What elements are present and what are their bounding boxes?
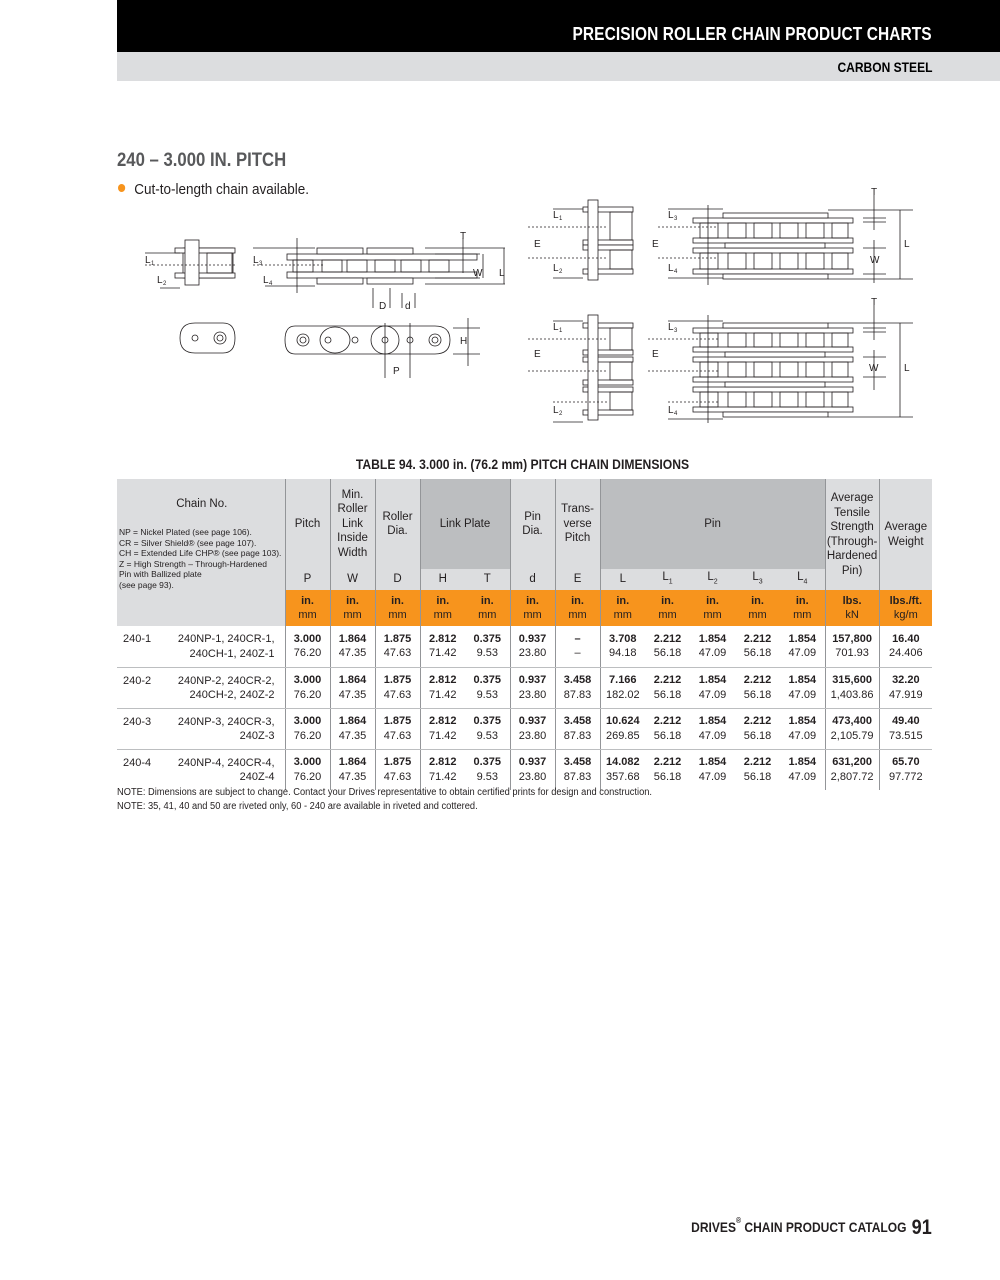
pitch-header: Pitch (285, 479, 330, 569)
page-footer (691, 1216, 932, 1240)
svg-text:2: 2 (559, 269, 563, 275)
legend-cr: CR = Silver Shield® (see page 107). (119, 537, 257, 548)
roller-dia-header: Roller Dia. (375, 479, 420, 569)
svg-text:H: H (460, 336, 468, 347)
legend-np: NP = Nickel Plated (see page 106). (119, 527, 252, 537)
svg-text:E: E (652, 239, 659, 250)
svg-text:4: 4 (674, 411, 678, 417)
bullet-text: Cut-to-length chain available. (134, 181, 310, 198)
symbol-d-roller: D (375, 569, 420, 590)
section-title: 240 – 3.000 IN. PITCH (117, 150, 287, 171)
triple-strand-diagram (528, 295, 918, 425)
svg-text:L: L (253, 255, 259, 266)
alt-chain-numbers: 240NP-2, 240CR-2, 240CH-2, 240Z-2 (177, 667, 285, 708)
units-row: in. mm in. mm in. mm in. mm in. mm in. mm in. mm in. mm in. mm in. mm in. mm in. mm lbs. kN lbs./ft. kg/m (117, 590, 932, 626)
bullet-dot-icon (118, 184, 125, 192)
svg-text:E: E (534, 239, 541, 250)
table-row: 240-4 240NP-4, 240CR-4, 240Z-4 3.000 76.20 1.864 47.35 1.875 47.63 2.812 71.42 0.375 9.53 0.937 23.80 3.458 87.83 14.082 357.68 2.212 56.18 1.854 47.09 2.212 56.18 1.854 47.09 631,200 2,807.72 65.70 97.772 (117, 749, 932, 790)
average-weight-header: Average Weight (879, 479, 932, 590)
symbol-h: H (420, 569, 465, 590)
symbol-d-pin: d (510, 569, 555, 590)
svg-text:L: L (553, 263, 559, 274)
symbol-l: L (600, 569, 645, 590)
svg-text:L: L (157, 275, 163, 286)
svg-text:d: d (405, 301, 411, 312)
svg-text:L: L (668, 322, 674, 333)
svg-text:3: 3 (259, 261, 263, 267)
chain-dimensions-table (117, 479, 932, 790)
registered-mark: ® (736, 1216, 742, 1225)
svg-text:L: L (553, 405, 559, 416)
svg-text:1: 1 (559, 216, 563, 222)
min-roller-link-header: Min. Roller Link Inside Width (330, 479, 375, 569)
svg-text:L: L (904, 239, 910, 250)
svg-text:L: L (553, 322, 559, 333)
chain-number: 240-4 (123, 756, 152, 769)
svg-text:T: T (871, 297, 878, 308)
link-plate-header: Link Plate (420, 479, 510, 569)
svg-text:2: 2 (163, 281, 167, 287)
bullet-item (118, 181, 309, 198)
svg-text:W: W (869, 363, 879, 374)
symbol-l4: $L_4$ (780, 569, 825, 590)
svg-text:T: T (460, 231, 467, 242)
pin-dia-header: Pin Dia. (510, 479, 555, 569)
footer-catalog: CHAIN PRODUCT CATALOG (741, 1219, 907, 1235)
alt-chain-numbers: 240NP-3, 240CR-3, 240Z-3 (177, 708, 285, 749)
double-strand-diagram (528, 185, 918, 290)
legend-z: Z = High Strength – Through-Hardened (119, 558, 267, 569)
chain-number: 240-1 (117, 626, 177, 667)
chain-no-header (117, 479, 285, 590)
chain-no-title: Chain No. (176, 498, 228, 510)
svg-text:E: E (652, 349, 659, 360)
tensile-strength-header: Average Tensile Strength (Through- Hardened Pin) (825, 479, 879, 590)
svg-text:L: L (145, 255, 151, 266)
symbol-w: W (330, 569, 375, 590)
svg-text:1: 1 (151, 261, 155, 267)
symbol-p: P (285, 569, 330, 590)
svg-text:E: E (534, 349, 541, 360)
table-row: 240-1 240NP-1, 240CR-1, 240CH-1, 240Z-1 3.000 76.20 1.864 47.35 1.875 47.63 2.812 71.42 0.375 9.53 0.937 23.80 – – 3.708 94.18 2.212 56.18 1.854 47.09 2.212 56.18 1.854 47.09 157,800 701.93 16.40 24.406 (117, 626, 932, 667)
page-header-title: PRECISION ROLLER CHAIN PRODUCT CHARTS (572, 24, 932, 44)
svg-text:L: L (668, 210, 674, 221)
svg-text:3: 3 (674, 216, 678, 222)
symbol-l1: $L_1$ (645, 569, 690, 590)
chain-number: 240-2 (117, 667, 177, 708)
legend-ch: CH = Extended Life CHP® (see page 103). (119, 548, 282, 558)
svg-text:L: L (668, 405, 674, 416)
symbol-e: E (555, 569, 600, 590)
chain-number: 240-3 (117, 708, 177, 749)
note-dimensions: NOTE: Dimensions are subject to change. Contact your Drives representative to obtain certified prints for design and construction. (117, 787, 653, 798)
svg-text:W: W (473, 268, 483, 279)
alt-chain-numbers: 240NP-4, 240CR-4, 240Z-4 (177, 756, 275, 783)
symbol-t: T (465, 569, 510, 590)
footer-brand: DRIVES (691, 1219, 737, 1235)
pin-header: Pin (600, 479, 825, 569)
svg-text:L: L (904, 363, 910, 374)
svg-text:L: L (553, 210, 559, 221)
svg-text:W: W (870, 255, 880, 266)
svg-text:L: L (668, 263, 674, 274)
svg-text:2: 2 (559, 411, 563, 417)
alt-chain-numbers: 240NP-1, 240CR-1, 240CH-1, 240Z-1 (177, 626, 285, 667)
transverse-pitch-header: Trans- verse Pitch (555, 479, 600, 569)
svg-text:L: L (499, 268, 505, 279)
svg-text:3: 3 (674, 328, 678, 334)
subheader-bar (117, 52, 1000, 81)
svg-text:L: L (263, 275, 269, 286)
header-bar (117, 0, 1000, 52)
page-number: 91 (911, 1216, 932, 1239)
svg-text:D: D (379, 301, 387, 312)
table-row: 240-2 240NP-2, 240CR-2, 240CH-2, 240Z-2 3.000 76.20 1.864 47.35 1.875 47.63 2.812 71.42 0.375 9.53 0.937 23.80 3.458 87.83 7.166 182.02 2.212 56.18 1.854 47.09 2.212 56.18 1.854 47.09 315,600 1,403.86 32.20 47.919 (117, 667, 932, 708)
legend-z-cont: Pin with Ballized plate (119, 569, 202, 579)
note-riveted: NOTE: 35, 41, 40 and 50 are riveted only, 60 - 240 are available in riveted and cottered. (117, 801, 478, 812)
notes (117, 786, 652, 814)
symbol-l3: $L_3$ (735, 569, 780, 590)
svg-text:4: 4 (269, 281, 273, 287)
table-title: TABLE 94. 3.000 in. (76.2 mm) PITCH CHAIN DIMENSIONS (355, 457, 690, 472)
svg-text:4: 4 (674, 269, 678, 275)
single-strand-diagram (135, 228, 515, 388)
legend-z-page: (see page 93). (119, 579, 174, 590)
svg-text:T: T (871, 187, 878, 198)
page-subheader-title: CARBON STEEL (837, 59, 932, 75)
symbol-l2: $L_2$ (690, 569, 735, 590)
table-row: 240-3 240NP-3, 240CR-3, 240Z-3 3.000 76.20 1.864 47.35 1.875 47.63 2.812 71.42 0.375 9.53 0.937 23.80 3.458 87.83 10.624 269.85 2.212 56.18 1.854 47.09 2.212 56.18 1.854 47.09 473,400 2,105.79 49.40 73.515 (117, 708, 932, 749)
svg-text:1: 1 (559, 328, 563, 334)
svg-text:P: P (393, 366, 400, 377)
